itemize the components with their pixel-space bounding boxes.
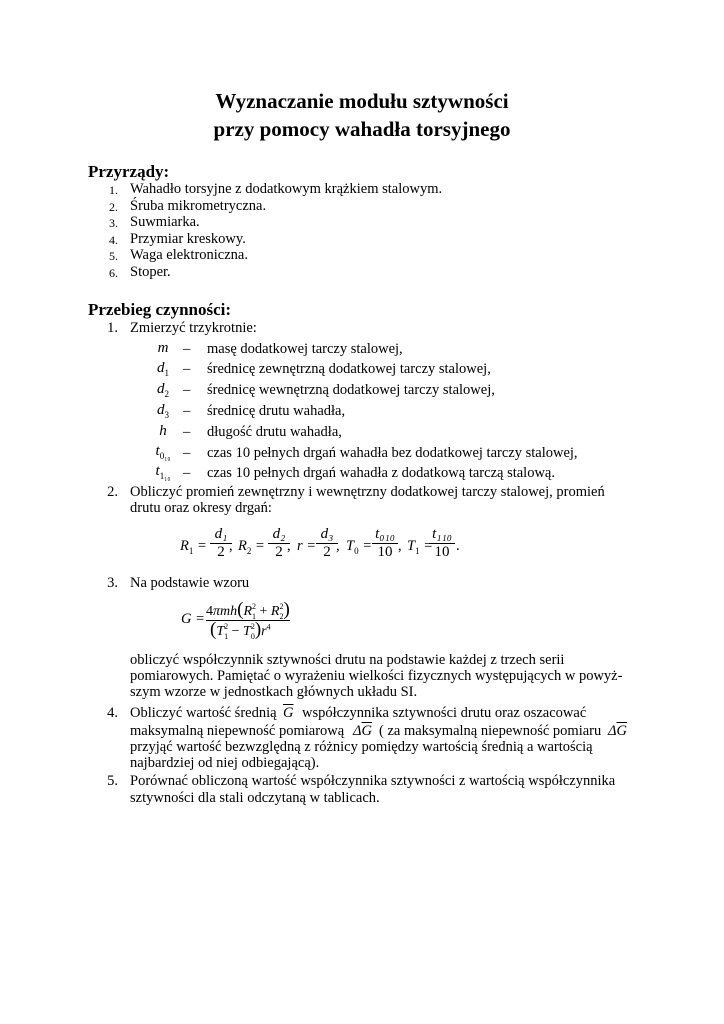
measurement-symbol: h [159, 423, 167, 439]
step-text: współczynnika sztywności drutu oraz oszacować [302, 705, 587, 721]
step-text: drutu oraz okresy drgań: [130, 500, 272, 516]
list-item: Waga elektroniczna. [130, 247, 248, 263]
step-text: przyjąć wartość bezwzględną z różnicy pomiędzy wartością średnią a wartością [130, 739, 593, 755]
measurement-description: długość drutu wahadła, [207, 424, 342, 440]
page-title-line-1: Wyznaczanie modułu sztywności [215, 89, 509, 113]
formula-symbol-g: G = [181, 611, 205, 627]
list-item-number: 2. [109, 200, 118, 214]
step-text: Na podstawie wzoru [130, 575, 250, 591]
formula-numerator: $4\pi mh(R_1^2 + R_2^2)$ [206, 599, 290, 621]
list-item: Stoper. [130, 264, 171, 280]
fraction-t1: $\frac{\text{t₁₁₀}}{10}$ [429, 526, 455, 561]
dash: – [183, 361, 191, 377]
dash: – [183, 403, 191, 419]
list-item-number: 1. [109, 183, 118, 197]
fraction-r: $\frac{\text{d₃}}{2}$ [316, 526, 338, 561]
measurement-description: czas 10 pełnych drgań wahadła bez dodatkowej tarczy stalowej, [207, 445, 578, 461]
formula-symbol-r: r = [297, 538, 317, 554]
period: . [456, 538, 460, 554]
list-item: Przymiar kreskowy. [130, 231, 246, 247]
procedure-heading: Przebieg czynności: [88, 300, 232, 319]
measurement-description: czas 10 pełnych drgań wahadła z dodatkową tarczą stalową. [207, 465, 555, 481]
step-number: 4. [107, 705, 118, 721]
measurement-symbol: m [157, 340, 169, 356]
delta-g-symbol: $\Delta\overline{G}$ [353, 723, 372, 739]
list-item-number: 6. [109, 266, 118, 280]
dash: – [183, 382, 191, 398]
comma: , [398, 538, 402, 554]
page-title-line-2: przy pomocy wahadła torsyjnego [213, 117, 511, 141]
comma: , [229, 538, 233, 554]
measurement-symbol: $t_{0_{10}}$ [155, 443, 171, 461]
measurement-symbol: $d_3$ [157, 402, 169, 420]
step-text: najbardziej od niej odbiegającą). [130, 755, 320, 771]
dash: – [183, 424, 191, 440]
dash: – [183, 465, 191, 481]
measurement-description: masę dodatkowej tarczy stalowej, [207, 341, 403, 357]
formula-symbol-t1: $T_1$ = [407, 538, 433, 556]
list-item: Śruba mikrometryczna. [130, 198, 267, 214]
list-item-number: 5. [109, 249, 118, 263]
step-text: ( za maksymalną niepewność pomiaru [379, 723, 602, 739]
delta-g-symbol: $\Delta\overline{G}$ [608, 723, 627, 739]
step-text: szym wzorze w jednostkach głównych układu SI. [130, 684, 418, 700]
step-text: sztywności dla stali odczytaną w tablicach. [130, 790, 380, 806]
measurement-symbol: $d_2$ [157, 381, 169, 399]
step-number: 1. [107, 320, 118, 336]
fraction-t0: $\frac{\text{t₀₁₀}}{10}$ [372, 526, 398, 561]
list-item-number: 3. [109, 216, 118, 230]
list-item-number: 4. [109, 233, 118, 247]
step-text: Porównać obliczoną wartość współczynnika sztywności z wartością współczynnika [130, 773, 616, 789]
list-item: Suwmiarka. [130, 214, 200, 230]
instruments-heading: Przyrządy: [88, 162, 170, 181]
formula-denominator: $(T_1^2 - T_0^2)r^4$ [210, 619, 271, 641]
step-text: pomiarowych. Pamiętać o wyrażeniu wielkości fizycznych występujących w powyż- [130, 668, 623, 684]
step-text: Obliczyć wartość średnią [130, 705, 277, 721]
measurement-symbol: $d_1$ [157, 360, 169, 378]
step-text: Zmierzyć trzykrotnie: [130, 320, 257, 336]
fraction-r1: $\frac{\text{d₁}}{2}$ [210, 526, 232, 561]
step-number: 5. [107, 773, 118, 789]
dash: – [183, 445, 191, 461]
comma: , [336, 538, 340, 554]
formula-symbol-t0: $T_0$ = [346, 538, 372, 556]
step-number: 2. [107, 484, 118, 500]
step-text: obliczyć współczynnik sztywności drutu na podstawie każdej z trzech serii [130, 652, 565, 668]
step-number: 3. [107, 575, 118, 591]
step-text: Obliczyć promień zewnętrzny i wewnętrzny dodatkowej tarczy stalowej, promień [130, 484, 605, 500]
formula-symbol-r1: $R_1$ = [180, 538, 207, 556]
comma: , [287, 538, 291, 554]
measurement-description: średnicę zewnętrzną dodatkowej tarczy stalowej, [207, 361, 491, 377]
g-mean-symbol: $\overline{G}$ [283, 705, 294, 721]
formula-symbol-r2: $R_2$ = [238, 538, 265, 556]
measurement-description: średnicę wewnętrzną dodatkowej tarczy stalowej, [207, 382, 495, 398]
list-item: Wahadło torsyjne z dodatkowym krążkiem stalowym. [130, 181, 443, 197]
step-text: maksymalną niepewność pomiarową [130, 723, 345, 739]
dash: – [183, 341, 191, 357]
measurement-symbol: $t_{1_{10}}$ [155, 463, 171, 481]
measurement-description: średnicę drutu wahadła, [207, 403, 346, 419]
fraction-r2: $\frac{\text{d₂}}{2}$ [268, 526, 290, 561]
